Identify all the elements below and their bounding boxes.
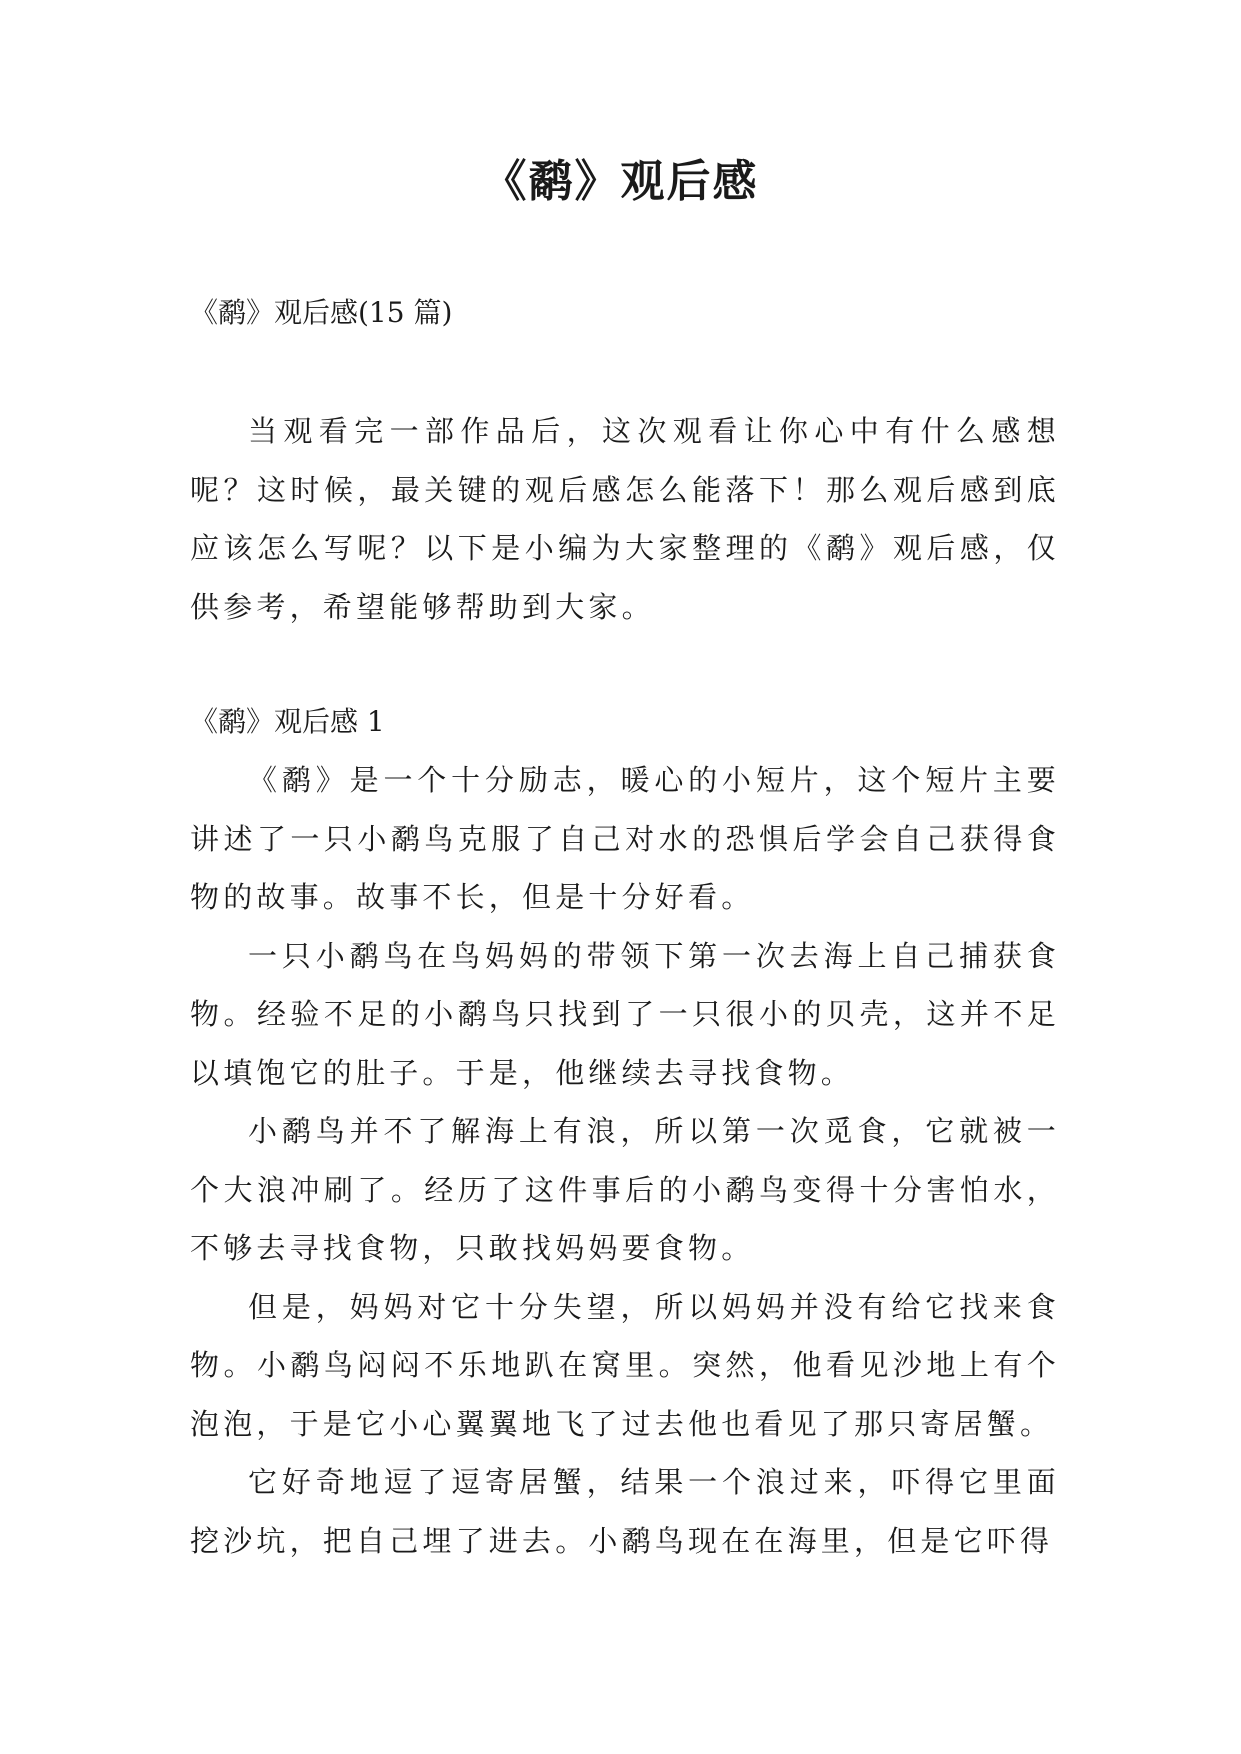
intro-paragraph: 当观看完一部作品后，这次观看让你心中有什么感想呢？这时候，最关键的观后感怎么能落下！那么观后感到底应该怎么写呢？以下是小编为大家整理的《鹬》观后感，仅供参考，希望能够帮助到大家。 [190, 414, 1060, 624]
story-paragraph-1: 《鹬》是一个十分励志，暖心的小短片，这个短片主要讲述了一只小鹬鸟克服了自己对水的恐惧后学会自己获得食物的故事。故事不长，但是十分好看。 [190, 763, 1060, 914]
page-title: 《鹬》观后感 [482, 156, 759, 207]
section-heading: 《鹬》观后感 1 [190, 705, 385, 738]
story-paragraph-2: 一只小鹬鸟在鸟妈妈的带领下第一次去海上自己捕获食物。经验不足的小鹬鸟只找到了一只很小的贝壳，这并不足以填饱它的肚子。于是，他继续去寻找食物。 [190, 938, 1060, 1090]
story-paragraph-4: 但是，妈妈对它十分失望，所以妈妈并没有给它找来食物。小鹬鸟闷闷不乐地趴在窝里。突然，他看见沙地上有个泡泡，于是它小心翼翼地飞了过去他也看见了那只寄居蟹。 [190, 1289, 1060, 1441]
story-section [190, 751, 1060, 1570]
document-subtitle: 《鹬》观后感(15 篇) [190, 296, 453, 329]
story-paragraph-3: 小鹬鸟并不了解海上有浪，所以第一次觅食，它就被一个大浪冲刷了。经历了这件事后的小鹬鸟变得十分害怕水，不够去寻找食物，只敢找妈妈要食物。 [190, 1114, 1060, 1265]
story-paragraph-5: 它好奇地逗了逗寄居蟹，结果一个浪过来，吓得它里面挖沙坑，把自己埋了进去。小鹬鸟现在在海里，但是它吓得 [190, 1465, 1060, 1558]
intro-section [190, 402, 1060, 636]
